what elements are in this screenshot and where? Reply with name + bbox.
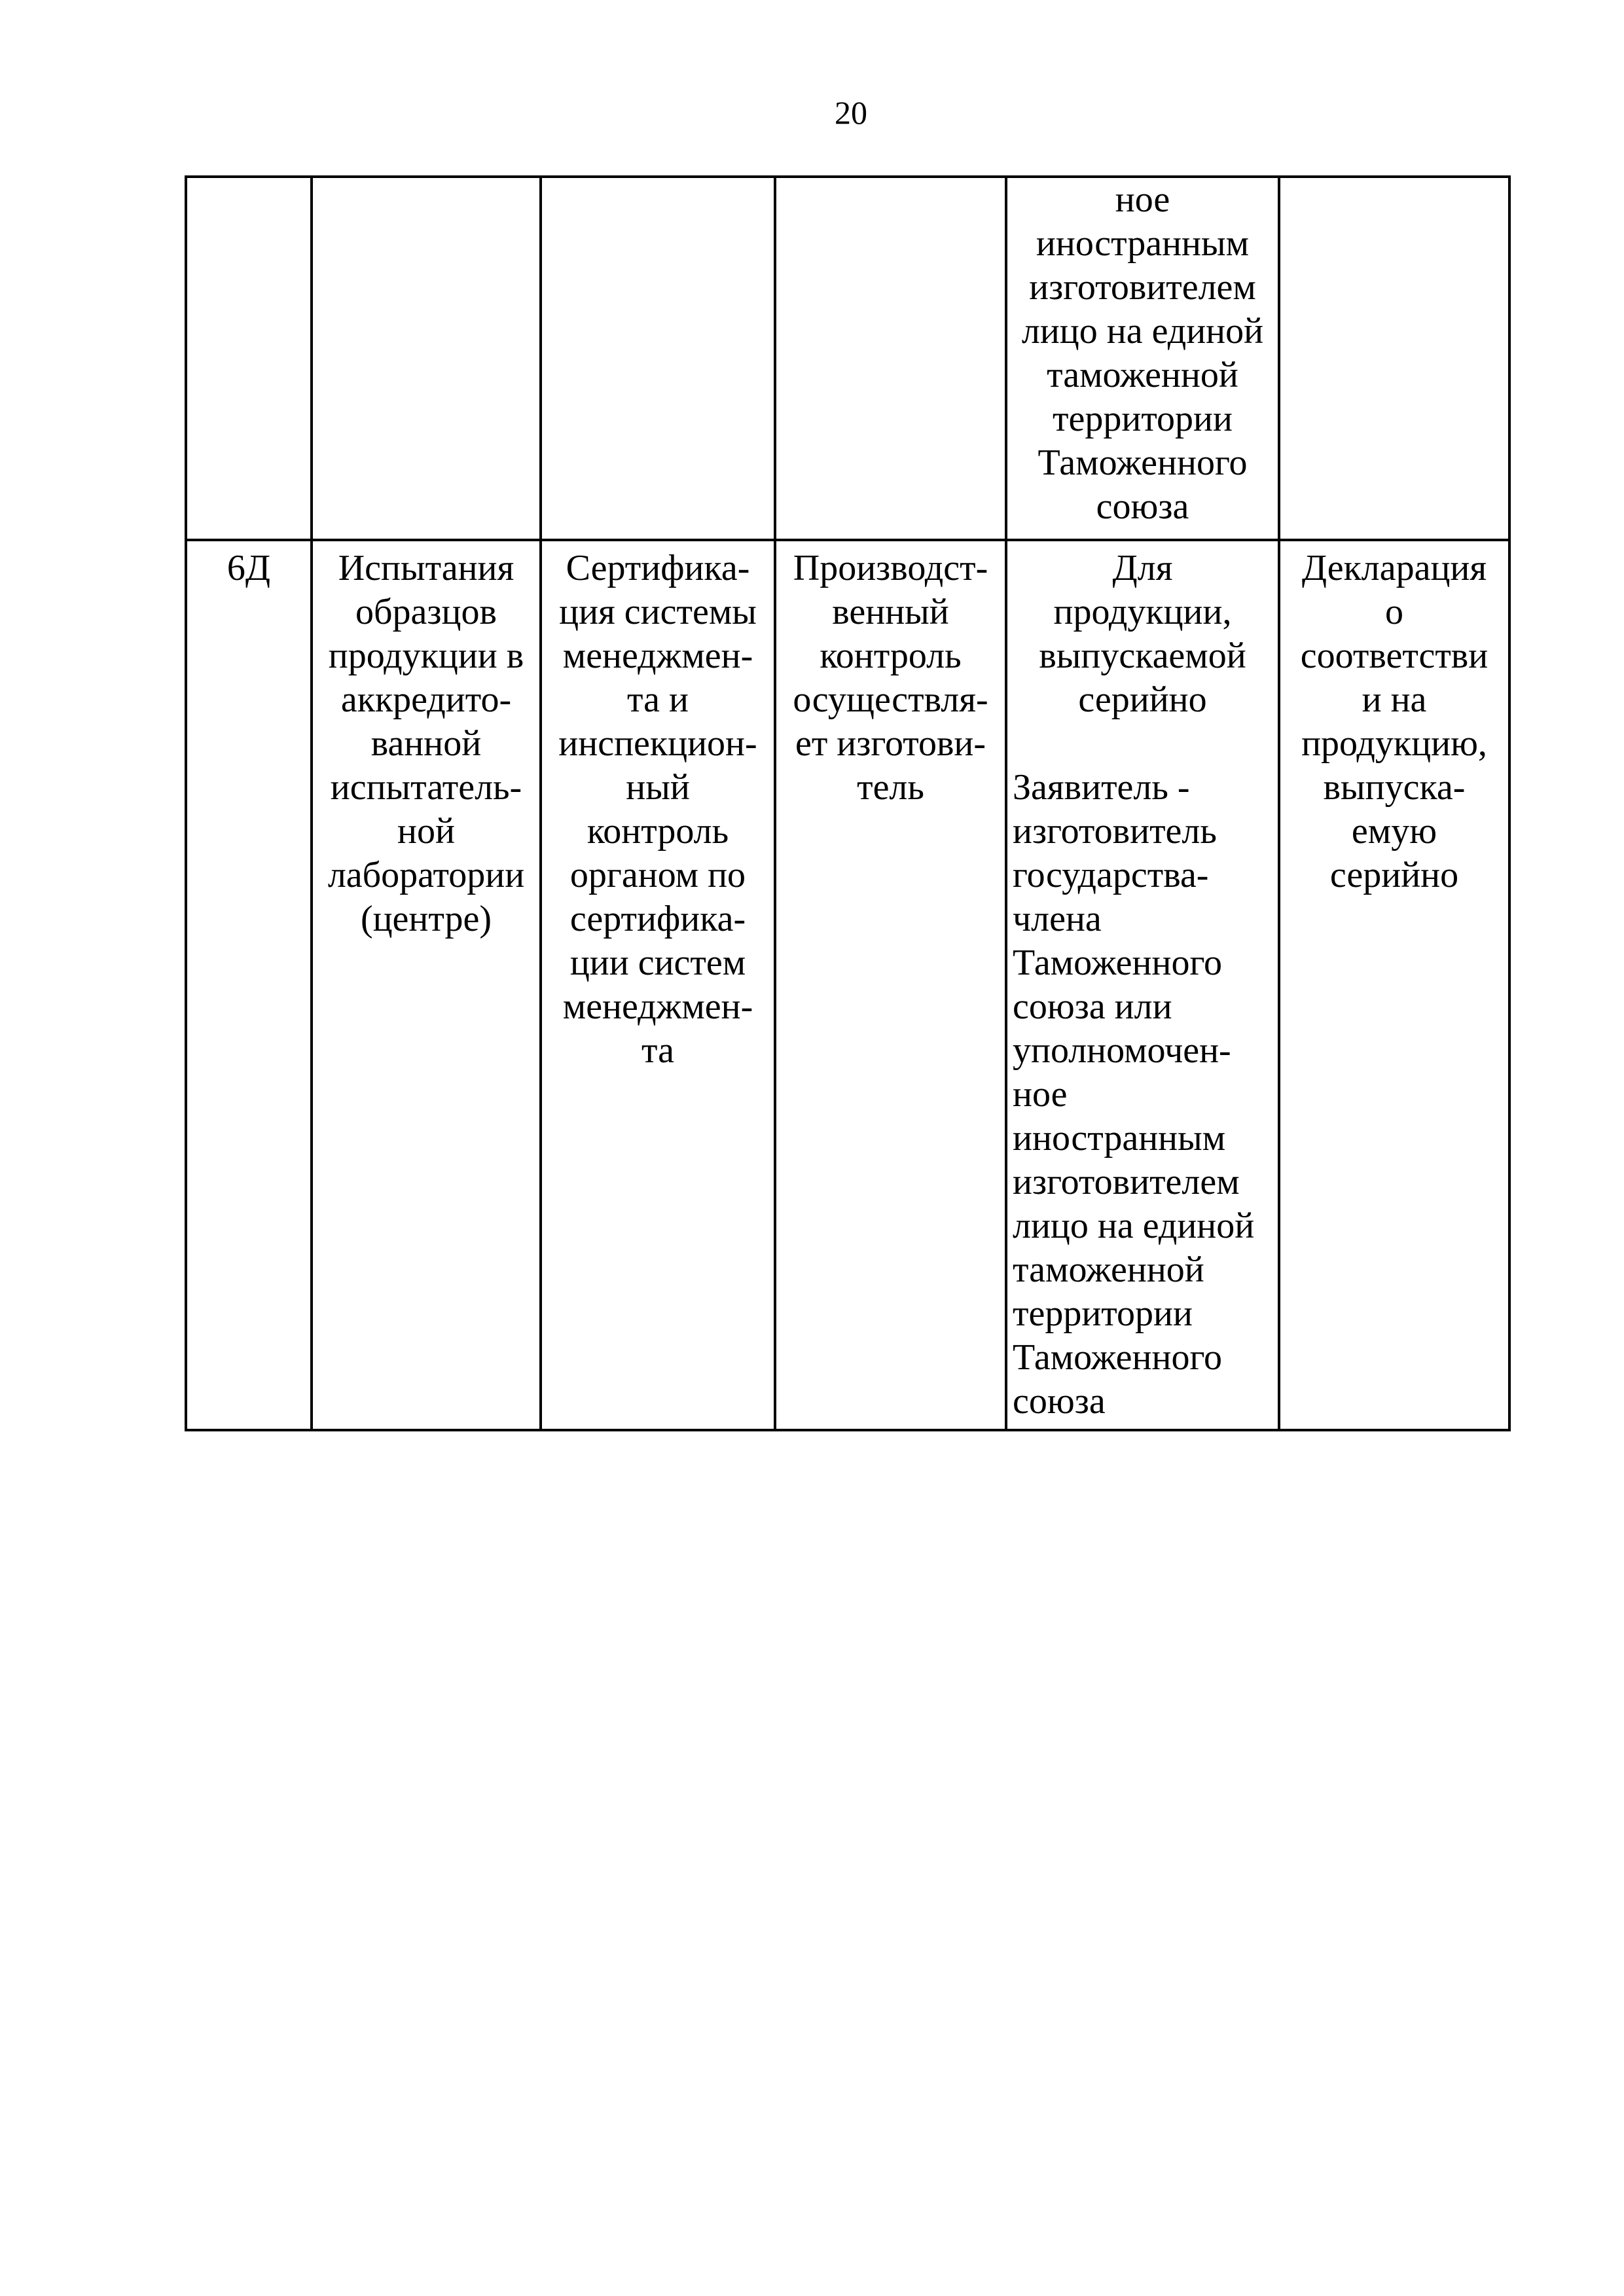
text-line: (центре) [360,899,492,939]
text-line: о [1385,592,1403,632]
text-line: сертифика- [569,899,746,939]
text-line: Производст- [793,548,988,588]
text-line: аккредито- [340,679,512,720]
cell-scheme-number [186,540,312,1430]
text-line: продукции в [328,636,524,676]
cell-certification [541,540,775,1430]
text-line: емую [1351,811,1437,852]
text-line: менеджмен- [562,986,753,1027]
cell-empty-scheme [186,177,312,540]
text-line: образцов [355,592,497,632]
text-line: союза [1096,486,1189,527]
text-line: тель [857,767,924,808]
text-line: ной [397,811,455,852]
cell-empty-document [1279,177,1509,540]
paragraph-gap [1007,722,1278,766]
text-line: изготовителем [1013,1162,1240,1202]
text-line: и на [1362,679,1427,720]
text-line: лицо на единой [1013,1206,1255,1246]
text-line: ет изготови- [795,723,986,764]
text-line: ный [626,767,690,808]
text-line: таможенной [1047,355,1238,395]
text-line: та и [627,679,689,720]
text-line: уполномочен- [1013,1030,1231,1071]
text-line: Заявитель - [1013,767,1190,808]
table-row-6d [186,540,1509,1430]
page-number: 20 [835,94,867,131]
applicant-note [1007,766,1278,1424]
text-line: серийно [1078,679,1207,720]
text-line: соответстви [1300,636,1489,676]
text-line: лаборатории [327,855,525,895]
text-line: Для [1112,548,1173,588]
cell-production-control [775,540,1006,1430]
text-line: Таможенного [1038,442,1248,483]
table-row-continuation [186,177,1509,540]
text-line: венный [832,592,949,632]
text-line: иностранным [1036,223,1250,264]
text-line: таможенной [1013,1249,1204,1290]
text-line: испытатель- [330,767,522,808]
text-line: изготовителем [1029,267,1256,308]
text-line: инспекцион- [558,723,757,764]
text-line: иностранным [1013,1118,1226,1158]
text-line: ция системы [559,592,757,632]
certification-schemes-table [185,175,1511,1431]
text-line: Таможенного [1013,942,1223,983]
cell-document [1279,540,1509,1430]
text-line: территории [1053,399,1233,439]
text-line: изготовитель [1013,811,1217,852]
text-line: контроль [586,811,729,852]
text-line: выпускаемой [1039,636,1246,676]
text-line: контроль [820,636,962,676]
text-line: Сертифика- [566,548,750,588]
text-line: Испытания [338,548,514,588]
cell-empty-testing [312,177,541,540]
text-line: Таможенного [1013,1337,1223,1378]
text-line: союза [1013,1381,1106,1422]
text-line: менеджмен- [562,636,753,676]
text-line: государства- [1013,855,1209,895]
text-line: территории [1013,1293,1193,1334]
application-note [1007,547,1278,722]
text-line: ное [1013,1074,1068,1115]
text-line: лицо на единой [1021,311,1264,351]
text-line: органом по [569,855,746,895]
text-line: Декларация [1301,548,1487,588]
text-line: продукции, [1053,592,1232,632]
text-line: союза или [1013,986,1172,1027]
text-line: ции систем [569,942,746,983]
cell-applicant [1006,540,1279,1430]
cell-empty-certification [541,177,775,540]
text-line: члена [1013,899,1102,939]
text-line: осуществля- [793,679,988,720]
text-line: ванной [370,723,482,764]
cell-empty-production-control [775,177,1006,540]
scheme-number: 6Д [226,548,271,588]
text-line: та [641,1030,674,1071]
text-line: серийно [1329,855,1459,895]
cell-applicant-continuation [1006,177,1279,540]
text-line: ное [1115,179,1170,220]
cell-testing [312,540,541,1430]
text-line: выпуска- [1323,767,1466,808]
text-line: продукцию, [1301,723,1487,764]
